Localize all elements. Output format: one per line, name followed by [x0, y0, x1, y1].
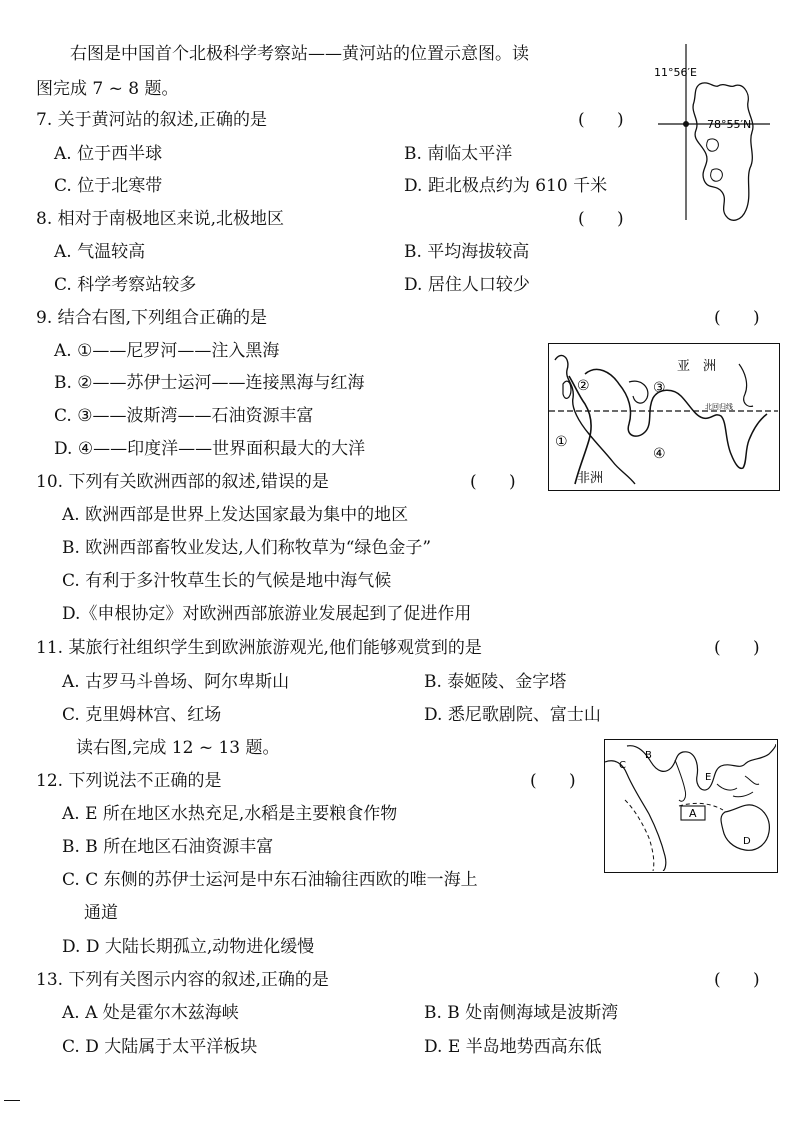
- question-7-option-b[interactable]: B. 南临太平洋: [404, 144, 513, 164]
- fjord-outline: [707, 139, 719, 151]
- question-8-option-d[interactable]: D. 居住人口较少: [404, 275, 530, 295]
- africa-label: 非洲: [577, 471, 604, 486]
- latitude-label: 78°55′N: [707, 118, 752, 131]
- question-7-option-a[interactable]: A. 位于西半球: [54, 144, 163, 164]
- label-a: A: [689, 807, 697, 820]
- marker-2: ②: [577, 378, 590, 394]
- persian-gulf-outline: [629, 381, 648, 403]
- intro-12-13: 读右图,完成 12 ~ 13 题。: [76, 738, 280, 758]
- svalbard-coastline: [693, 83, 753, 220]
- answer-paren-10[interactable]: ( ): [470, 472, 516, 492]
- arabia-india-coastline: [585, 369, 767, 468]
- marker-4: ④: [653, 446, 666, 462]
- longitude-label: 11°56′E: [654, 66, 697, 79]
- question-9-option-a[interactable]: A. ①——尼罗河——注入黑海: [54, 341, 280, 361]
- question-13-option-b[interactable]: B. B 处南侧海域是波斯湾: [424, 1003, 619, 1023]
- himalaya-river: [739, 364, 753, 406]
- question-7-stem: 7. 关于黄河站的叙述,正确的是: [36, 110, 268, 130]
- question-8-stem: 8. 相对于南极地区来说,北极地区: [36, 209, 285, 229]
- question-9-option-c[interactable]: C. ③——波斯湾——石油资源丰富: [54, 406, 314, 426]
- intro-line-1: 右图是中国首个北极科学考察站——黄河站的位置示意图。读: [70, 44, 529, 64]
- question-9-option-d[interactable]: D. ④——印度洋——世界面积最大的大洋: [54, 439, 366, 459]
- question-13-option-a[interactable]: A. A 处是霍尔木兹海峡: [62, 1003, 239, 1023]
- map-indian-ocean: [604, 739, 778, 873]
- marker-3: ③: [653, 380, 666, 396]
- question-12-option-b[interactable]: B. B 所在地区石油资源丰富: [62, 837, 274, 857]
- marker-1: ①: [555, 434, 568, 450]
- archipelago-outline: [717, 776, 759, 797]
- red-sea-outline: [563, 381, 571, 398]
- question-11-option-a[interactable]: A. 古罗马斗兽场、阿尔卑斯山: [62, 672, 290, 692]
- question-12-option-a[interactable]: A. E 所在地区水热充足,水稻是主要粮食作物: [62, 804, 398, 824]
- label-e: E: [705, 772, 712, 783]
- question-12-stem: 12. 下列说法不正确的是: [36, 771, 222, 791]
- footer-rule: [4, 1100, 20, 1101]
- tropic-label: 北回归线: [705, 403, 733, 411]
- answer-paren-9[interactable]: ( ): [714, 308, 760, 328]
- asia-label: 亚 洲: [677, 359, 717, 374]
- question-11-option-b[interactable]: B. 泰姬陵、金字塔: [424, 672, 567, 692]
- question-13-option-c[interactable]: C. D 大陆属于太平洋板块: [62, 1037, 258, 1057]
- question-12-option-c-continued: 通道: [84, 903, 118, 923]
- question-13-stem: 13. 下列有关图示内容的叙述,正确的是: [36, 970, 329, 990]
- question-8-option-c[interactable]: C. 科学考察站较多: [54, 275, 197, 295]
- question-10-stem: 10. 下列有关欧洲西部的叙述,错误的是: [36, 472, 329, 492]
- question-10-option-b[interactable]: B. 欧洲西部畜牧业发达,人们称牧草为“绿色金子”: [62, 538, 432, 558]
- answer-paren-8[interactable]: ( ): [578, 209, 624, 229]
- question-9-stem: 9. 结合右图,下列组合正确的是: [36, 308, 268, 328]
- map-huanghe-station: [652, 40, 772, 230]
- label-d: D: [743, 836, 751, 847]
- shipping-route-line: [625, 800, 654, 871]
- question-8-option-a[interactable]: A. 气温较高: [54, 242, 146, 262]
- india-peninsula-outline: [675, 760, 686, 801]
- label-b: B: [645, 750, 652, 761]
- question-10-option-d[interactable]: D.《申根协定》对欧洲西部旅游业发展起到了促进作用: [62, 604, 472, 624]
- question-13-option-d[interactable]: D. E 半岛地势西高东低: [424, 1037, 602, 1057]
- question-8-option-b[interactable]: B. 平均海拔较高: [404, 242, 530, 262]
- answer-paren-12[interactable]: ( ): [530, 771, 576, 791]
- question-9-option-b[interactable]: B. ②——苏伊士运河——连接黑海与红海: [54, 373, 365, 393]
- answer-paren-7[interactable]: ( ): [578, 110, 624, 130]
- question-11-option-c[interactable]: C. 克里姆林宫、红场: [62, 705, 222, 725]
- africa-coastline: [605, 761, 666, 871]
- map-middle-east: [548, 343, 780, 491]
- station-marker-icon: [683, 121, 689, 127]
- answer-paren-11[interactable]: ( ): [714, 638, 760, 658]
- intro-line-2: 图完成 7 ~ 8 题。: [36, 79, 179, 99]
- question-10-option-a[interactable]: A. 欧洲西部是世界上发达国家最为集中的地区: [62, 505, 409, 525]
- africa-coastline: [555, 355, 635, 484]
- question-7-option-c[interactable]: C. 位于北寒带: [54, 176, 163, 196]
- fjord-outline: [711, 169, 723, 181]
- question-12-option-c[interactable]: C. C 东侧的苏伊士运河是中东石油输往西欧的唯一海上: [62, 870, 478, 890]
- answer-paren-13[interactable]: ( ): [714, 970, 760, 990]
- question-11-stem: 11. 某旅行社组织学生到欧洲旅游观光,他们能够观赏到的是: [36, 638, 482, 658]
- label-c: C: [619, 760, 626, 771]
- question-12-option-d[interactable]: D. D 大陆长期孤立,动物进化缓慢: [62, 937, 315, 957]
- question-11-option-d[interactable]: D. 悉尼歌剧院、富士山: [424, 705, 601, 725]
- question-10-option-c[interactable]: C. 有利于多汁牧草生长的气候是地中海气候: [62, 571, 392, 591]
- question-7-option-d[interactable]: D. 距北极点约为 610 千米: [404, 176, 608, 196]
